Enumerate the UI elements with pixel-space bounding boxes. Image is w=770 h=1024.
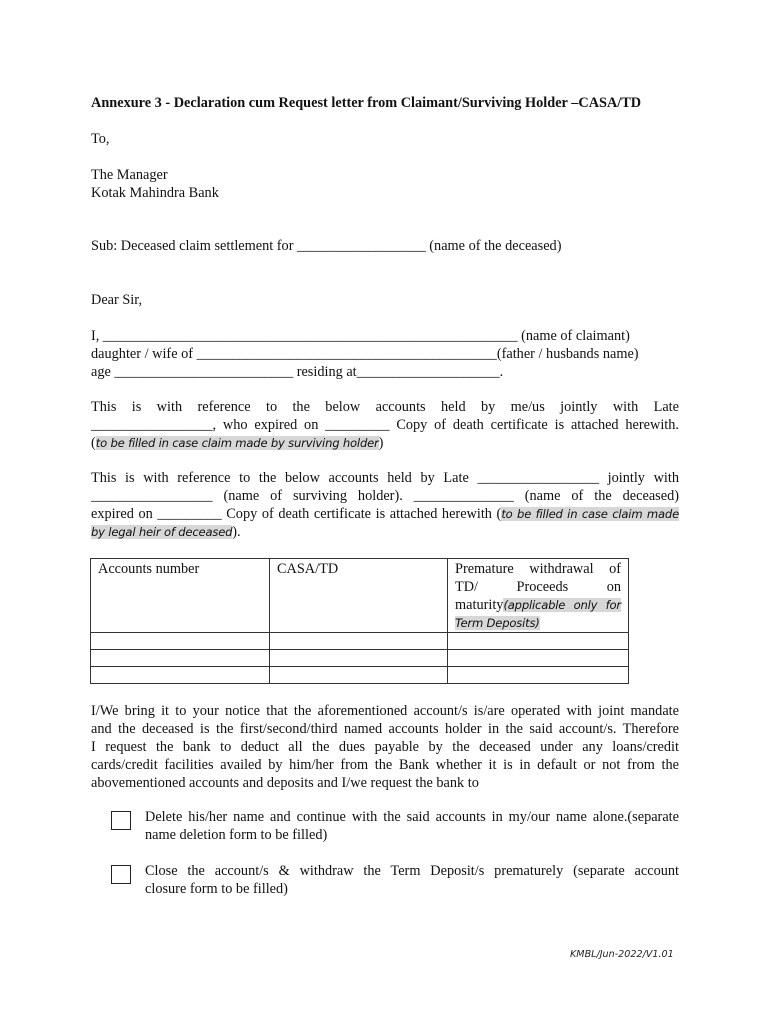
- subject-line: Sub: Deceased claim settlement for __________________ (name of the deceased): [91, 238, 562, 254]
- close-account-checkbox[interactable]: [111, 865, 131, 884]
- close-account-option: [145, 862, 679, 898]
- request-paragraph: [91, 702, 679, 792]
- account-number-cell[interactable]: [91, 650, 270, 667]
- table-row: [91, 667, 629, 684]
- premature-cell[interactable]: [448, 667, 629, 684]
- claimant-age-line: age _________________________ residing at____________________.: [91, 364, 504, 380]
- joint-para-line-3: [91, 434, 679, 452]
- table-row: [91, 650, 629, 667]
- term-deposit-note-2: Term Deposits): [455, 616, 540, 630]
- table-header-row: [91, 559, 629, 633]
- request-line-3: I request the bank to deduct all the dues payable by the deceased under any loans/credit: [91, 739, 679, 755]
- premature-maturity: maturity: [455, 597, 504, 613]
- late-para-close: ).: [232, 524, 241, 540]
- header-accounts-number: Accounts number: [91, 559, 270, 633]
- claimant-name-line: I, __________________________________________________________ (name of claimant): [91, 328, 630, 344]
- account-number-cell[interactable]: [91, 667, 270, 684]
- premature-cell[interactable]: [448, 650, 629, 667]
- close-option-line-2: closure form to be filled): [145, 881, 288, 897]
- late-para-line-4: [91, 523, 679, 541]
- note-close-paren: ): [378, 435, 384, 451]
- casa-td-cell[interactable]: [270, 633, 448, 650]
- casa-td-cell[interactable]: [270, 650, 448, 667]
- late-para-line-2: _________________ (name of surviving holder). ______________ (name of the deceased): [91, 488, 679, 504]
- header-premature-withdrawal: [448, 559, 629, 633]
- addressee-line-1: The Manager: [91, 167, 168, 183]
- legal-heir-note-part-1: to be filled in case claim made: [501, 507, 679, 521]
- addressee-line-2: Kotak Mahindra Bank: [91, 185, 219, 201]
- account-number-cell[interactable]: [91, 633, 270, 650]
- late-para-line-1: This is with reference to the below accounts held by Late _________________ jointly with: [91, 470, 679, 486]
- greeting: Dear Sir,: [91, 292, 143, 308]
- joint-para-line-2: _________________, who expired on _________ Copy of death certificate is attached herewith.: [91, 417, 679, 433]
- close-option-line-1: Close the account/s & withdraw the Term Deposit/s prematurely (separate account: [145, 863, 679, 879]
- accounts-table: [90, 558, 629, 684]
- late-para-line-3: [91, 505, 679, 523]
- delete-option-line-2: name deletion form to be filled): [145, 827, 328, 843]
- joint-para-line-1: This is with reference to the below accounts held by me/us jointly with Late: [91, 399, 679, 415]
- legal-heir-paragraph: [91, 469, 679, 541]
- casa-td-cell[interactable]: [270, 667, 448, 684]
- claimant-relation-line: daughter / wife of __________________________________________(father / husbands name): [91, 346, 639, 362]
- page-title: Annexure 3 - Declaration cum Request letter from Claimant/Surviving Holder –CASA/TD: [91, 95, 642, 111]
- premature-line-3: [455, 596, 621, 614]
- surviving-holder-note: to be filled in case claim made by surviving holder: [95, 436, 379, 450]
- salutation-to: To,: [91, 131, 110, 147]
- term-deposit-note-1: (applicable only for: [503, 598, 621, 612]
- premature-line-4: [455, 614, 621, 632]
- joint-holder-paragraph: [91, 398, 679, 452]
- document-version-code: KMBL/Jun-2022/V1.01: [570, 949, 674, 960]
- premature-line-2: TD/ Proceeds on: [455, 579, 621, 595]
- request-line-1: I/We bring it to your notice that the aforementioned account/s is/are operated with joint mandate: [91, 703, 679, 719]
- request-line-4: cards/credit facilities availed by him/her from the Bank whether it is in default or not from the: [91, 757, 679, 773]
- header-casa-td: CASA/TD: [270, 559, 448, 633]
- table-row: [91, 633, 629, 650]
- legal-heir-note-part-2: by legal heir of deceased: [91, 525, 233, 539]
- late-para-line-3-text: expired on _________ Copy of death certificate is attached herewith (: [91, 506, 502, 522]
- premature-line-1: Premature withdrawal of: [455, 561, 621, 577]
- delete-name-option: [145, 808, 679, 844]
- note-open-paren: (: [91, 435, 96, 451]
- delete-name-checkbox[interactable]: [111, 811, 131, 830]
- request-line-2: and the deceased is the first/second/third named accounts holder in the said account/s. Therefore: [91, 721, 679, 737]
- request-line-5: abovementioned accounts and deposits and I/we request the bank to: [91, 775, 479, 791]
- premature-cell[interactable]: [448, 633, 629, 650]
- delete-option-line-1: Delete his/her name and continue with the said accounts in my/our name alone.(separate: [145, 809, 679, 825]
